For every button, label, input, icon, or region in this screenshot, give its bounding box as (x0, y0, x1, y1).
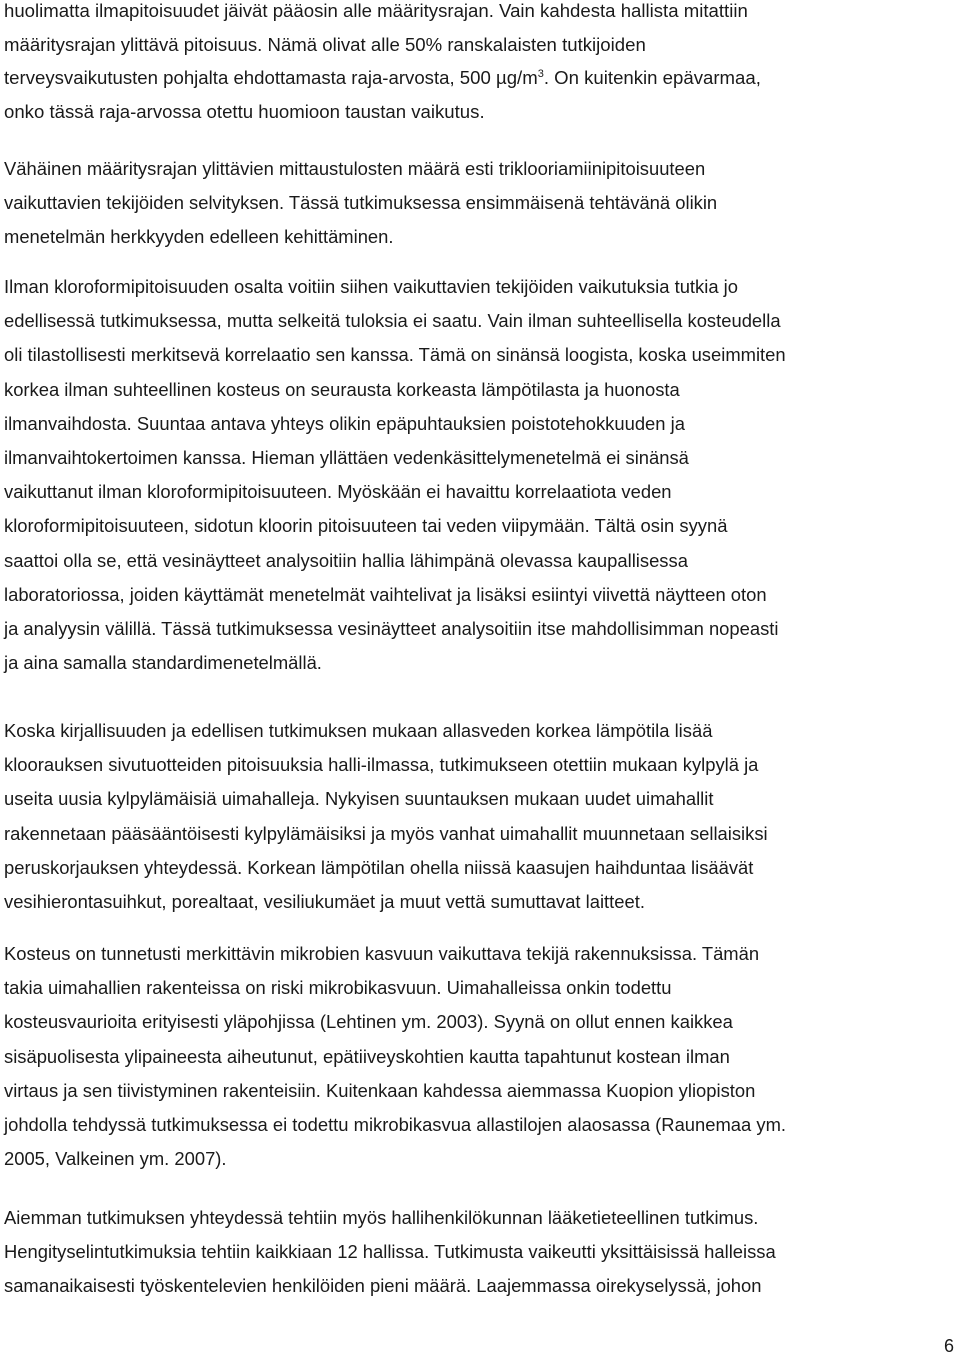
text-line: vaikuttavien tekijöiden selvityksen. Tässä tutkimuksessa ensimmäisenä tehtävänä olikin (4, 192, 718, 214)
text-line: Kosteus on tunnetusti merkittävin mikrobien kasvuun vaikuttava tekijä rakennuksissa. Tämän (4, 943, 760, 964)
paragraph (4, 714, 768, 919)
text-line: kloroformipitoisuuteen, sidotun kloorin pitoisuuteen tai veden viipymään. Tältä osin syynä (4, 515, 728, 537)
text-line: vesihierontasuihkut, porealtaat, vesiliukumäet ja muut vettä sumuttavat laitteet. (4, 890, 645, 912)
text-line: huolimatta ilmapitoisuudet jäivät pääosin alle määritysrajan. Vain kahdesta hallista mitattiin (4, 0, 748, 21)
text-segment: terveysvaikutusten pohjalta ehdottamasta raja-arvosta, 500 µg/m (4, 67, 538, 88)
text-line: saattoi olla se, että vesinäytteet analysoitiin hallia lähimpänä olevassa kaupallisessa (4, 549, 688, 571)
text-line: onko tässä raja-arvossa otettu huomioon taustan vaikutus. (4, 100, 485, 122)
paragraph (4, 0, 761, 128)
page-number: 6 (943, 1336, 954, 1356)
text-line: korkea ilman suhteellinen kosteus on seurausta korkeasta lämpötilasta ja huonosta (4, 378, 680, 400)
text-segment: . On kuitenkin epävarmaa, (543, 67, 761, 88)
text-line: samanaikaisesti työskentelevien henkilöiden pieni määrä. Laajemmassa oirekyselyssä, johon (4, 1275, 762, 1297)
paragraph (4, 152, 717, 255)
text-line: vaikuttanut ilman kloroformipitoisuuteen. Myöskään ei havaittu korrelaatiota veden (4, 481, 672, 503)
text-line: kloorauksen sivutuotteiden pitoisuuksia halli-ilmassa, tutkimukseen otettiin mukaan kylpylä ja (4, 754, 759, 776)
text-line: ja aina samalla standardimenetelmällä. (4, 652, 322, 674)
text-line: oli tilastollisesti merkitsevä korrelaatio sen kanssa. Tämä on sinänsä loogista, koska useimmiten (4, 344, 786, 366)
text-line: 2005, Valkeinen ym. 2007). (4, 1148, 227, 1170)
text-line: Koska kirjallisuuden ja edellisen tutkimuksen mukaan allasveden korkea lämpötila lisää (4, 720, 713, 741)
paragraph (4, 270, 786, 680)
text-line: peruskorjauksen yhteydessä. Korkean lämpötilan ohella niissä kaasujen haihduntaa lisäävät (4, 856, 754, 878)
text-line: menetelmän herkkyyden edelleen kehittäminen. (4, 226, 394, 248)
text-line-with-superscript (4, 61, 761, 95)
text-line: johdolla tehdyssä tutkimuksessa ei todettu mikrobikasvua allastilojen alaosassa (Raunemaa ym. (4, 1113, 786, 1135)
text-line: ilmanvaihtokertoimen kanssa. Hieman yllättäen vedenkäsittelymenetelmä ei sinänsä (4, 446, 689, 468)
text-line: määritysrajan ylittävä pitoisuus. Nämä olivat alle 50% ranskalaisten tutkijoiden (4, 33, 646, 55)
text-line: ilmanvaihdosta. Suuntaa antava yhteys olikin epäpuhtauksien poistotehokkuuden ja (4, 412, 685, 434)
text-line: Hengityselintutkimuksia tehtiin kaikkiaan 12 hallissa. Tutkimusta vaikeutti yksittäisissä halleissa (4, 1241, 776, 1263)
text-line: takia uimahallien rakenteissa on riski mikrobikasvuun. Uimahalleissa onkin todettu (4, 977, 672, 999)
text-line: virtaus ja sen tiivistyminen rakenteisiin. Kuitenkaan kahdessa aiemmassa Kuopion yliopiston (4, 1079, 756, 1101)
text-line: kosteusvaurioita erityisesti yläpohjissa (Lehtinen ym. 2003). Syynä on ollut ennen kaikkea (4, 1011, 733, 1033)
text-line: useita uusia kylpylämäisiä uimahalleja. Nykyisen suuntauksen mukaan uudet uimahallit (4, 788, 714, 810)
text-line: rakennetaan pääsääntöisesti kylpylämäisiksi ja myös vanhat uimahallit muunnetaan sellaisiksi (4, 822, 768, 844)
text-line: Vähäinen määritysrajan ylittävien mittaustulosten määrä esti triklooriamiinipitoisuuteen (4, 158, 706, 179)
text-line: ja analyysin välillä. Tässä tutkimuksessa vesinäytteet analysoitiin itse mahdollisimman nopeasti (4, 617, 779, 639)
paragraph (4, 1201, 776, 1304)
paragraph (4, 937, 786, 1176)
text-line: Ilman kloroformipitoisuuden osalta voitiin siihen vaikuttavien tekijöiden vaikutuksia tutkia jo (4, 276, 738, 297)
text-line: laboratoriossa, joiden käyttämät menetelmät vaihtelivat ja lisäksi esiintyi viivettä näytteen oton (4, 583, 767, 605)
text-line: Aiemman tutkimuksen yhteydessä tehtiin myös hallihenkilökunnan lääketieteellinen tutkimus. (4, 1207, 759, 1228)
superscript: 3 (537, 67, 544, 80)
text-line: sisäpuolisesta ylipaineesta aiheutunut, epätiiveyskohtien kautta tapahtunut kostean ilman (4, 1045, 730, 1067)
text-line: edellisessä tutkimuksessa, mutta selkeitä tuloksia ei saatu. Vain ilman suhteellisella kosteudella (4, 310, 781, 332)
